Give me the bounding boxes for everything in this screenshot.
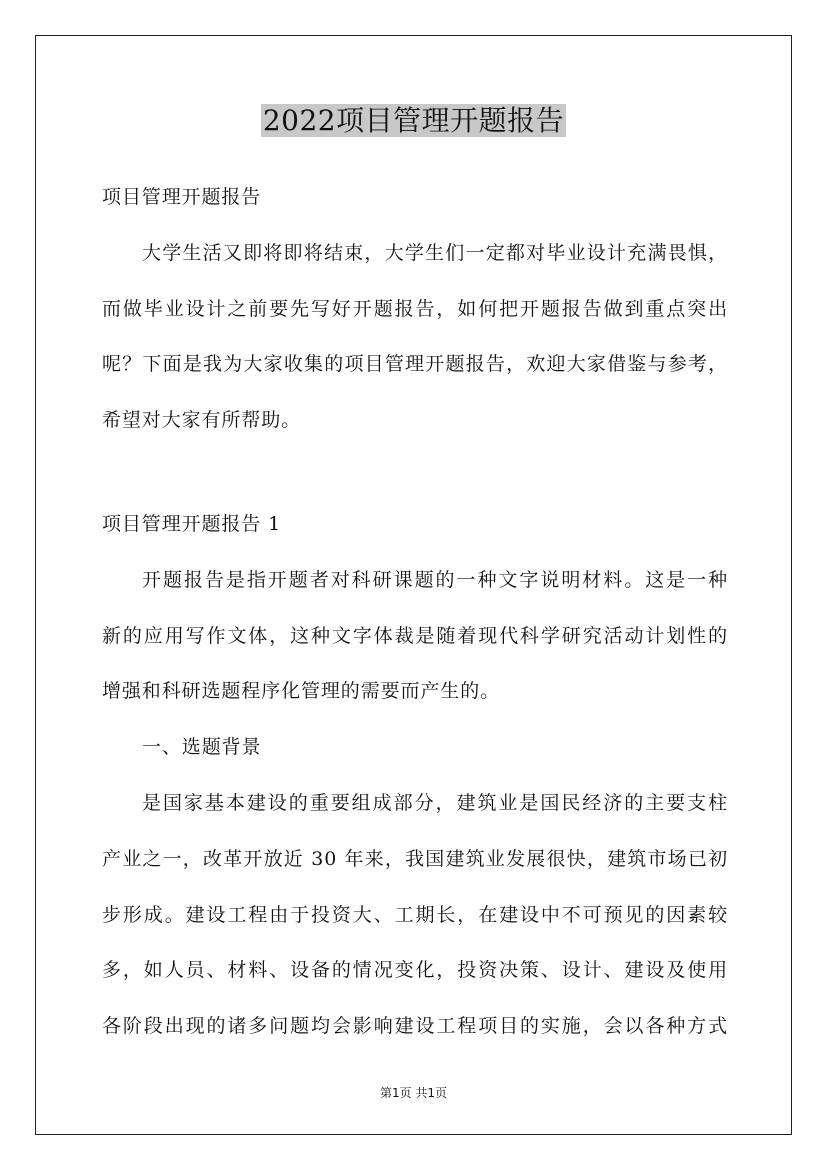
page-footer — [0, 1084, 827, 1101]
heading-background: 一、选题背景 — [142, 736, 262, 759]
paragraph-line: 是国家基本建设的重要组成部分，建筑业是国民经济的主要支柱 — [142, 791, 728, 814]
subtitle: 项目管理开题报告 — [102, 186, 262, 208]
paragraph-line: 步形成。建设工程由于投资大、工期长，在建设中不可预见的因素较 — [102, 903, 728, 926]
paragraph-line: 各阶段出现的诸多问题均会影响建设工程项目的实施，会以各种方式 — [102, 1015, 728, 1038]
document-body — [102, 170, 728, 1055]
paragraph-line: 产业之一，改革开放近 30 年来，我国建筑业发展很快，建筑市场已初 — [102, 847, 728, 870]
section-gap — [102, 449, 728, 497]
intro-line: 呢？下面是我为大家收集的项目管理开题报告，欢迎大家借鉴与参考， — [102, 353, 728, 376]
section-title: 项目管理开题报告 1 — [102, 512, 282, 535]
paragraph-line: 多，如人员、材料、设备的情况变化，投资决策、设计、建设及使用 — [102, 959, 728, 982]
intro-line: 大学生活又即将即将结束，大学生们一定都对毕业设计充满畏惧， — [142, 241, 728, 264]
paragraph-line: 增强和科研选题程序化管理的需要而产生的。 — [102, 680, 501, 703]
intro-line: 希望对大家有所帮助。 — [102, 409, 302, 432]
paragraph-line: 新的应用写作文体，这种文字体裁是随着现代科学研究活动计划性的 — [102, 624, 728, 647]
page-number: 第1页 共1页 — [379, 1086, 448, 1100]
paragraph-line: 开题报告是指开题者对科研课题的一种文字说明材料。这是一种 — [142, 568, 728, 591]
intro-line: 而做毕业设计之前要先写好开题报告，如何把开题报告做到重点突出 — [102, 297, 728, 320]
document-title: 2022项目管理开题报告 — [262, 104, 565, 137]
document-title-block — [0, 100, 827, 142]
